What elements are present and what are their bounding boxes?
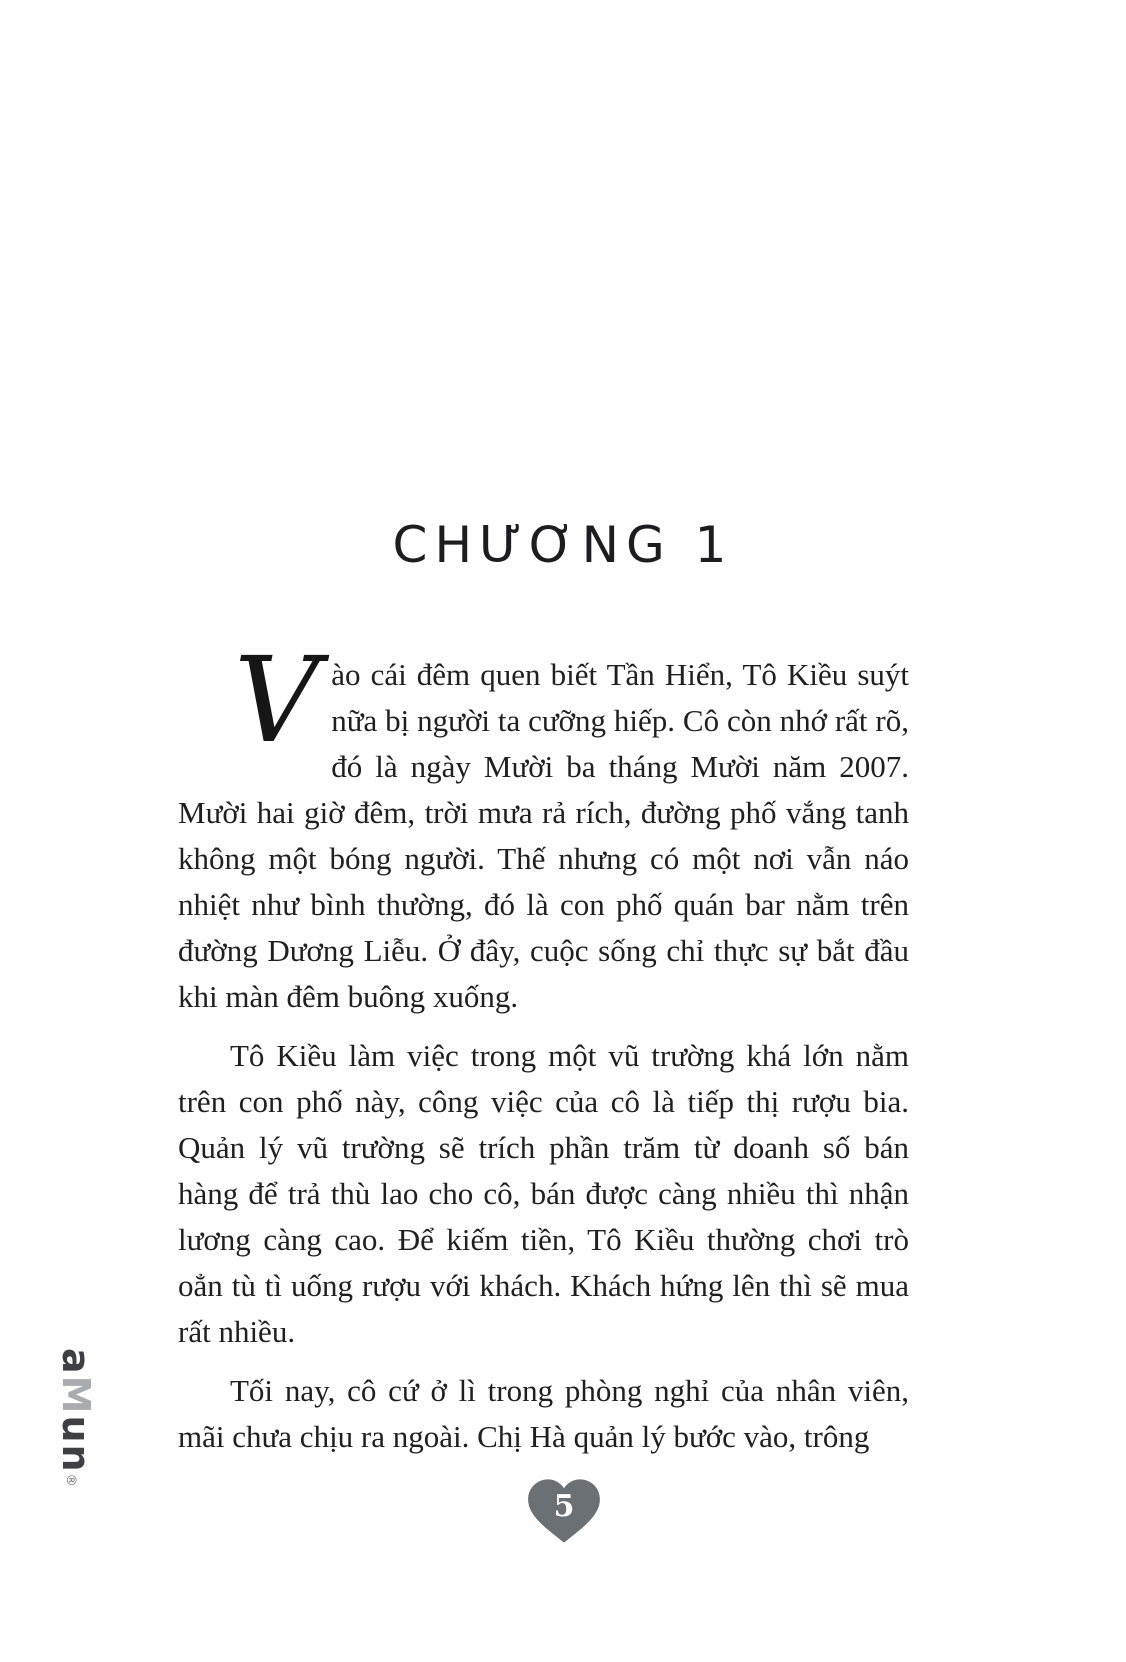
paragraph-text: ào cái đêm quen biết Tần Hiển, Tô Kiều suýt nữa bị người ta cưỡng hiếp. Cô còn nhớ rất rõ, đó là ngày Mười ba tháng Mười năm 2007. Mười hai giờ đêm, trời mưa rả rích, đường phố vắng tanh không một bóng người. Thế nhưng có một nơi vẫn náo nhiệt như bình thường, đó là con phố quán bar nằm trên đường Dương Liễu. Ở đây, cuộc sống chỉ thực sự bắt đầu khi màn đêm buông xuống. [178,657,909,1014]
logo-letter-u: u [54,1415,98,1445]
registered-trademark-icon: ® [63,1473,78,1487]
paragraph: Tối nay, cô cứ ở lì trong phòng nghỉ của nhân viên, mãi chưa chịu ra ngoài. Chị Hà quản lý bước vào, trông [178,1373,909,1454]
publisher-logo [50,1348,96,1487]
page-number: 5 [553,1489,575,1524]
paragraph: Tô Kiều làm việc trong một vũ trường khá lớn nằm trên con phố này, công việc của cô là tiếp thị rượu bia. Quản lý vũ trường sẽ trích phần trăm từ doanh số bán hàng để trả thù lao cho cô, bán được càng nhiều thì nhận lương càng cao. Để kiếm tiền, Tô Kiều thường chơi trò oẳn tù tì uống rượu với khách. Khách hứng lên thì sẽ mua rất nhiều. [178,1038,909,1349]
logo-letter-a: a [54,1348,98,1376]
logo-letter-m: M [54,1375,98,1416]
page-number-heart [526,1476,602,1546]
chapter-title: CHƯƠNG 1 [392,515,734,574]
body-text [178,631,909,1473]
paragraph [178,631,909,1020]
drop-cap: V [234,631,320,769]
logo-letter-n: n [54,1444,98,1474]
